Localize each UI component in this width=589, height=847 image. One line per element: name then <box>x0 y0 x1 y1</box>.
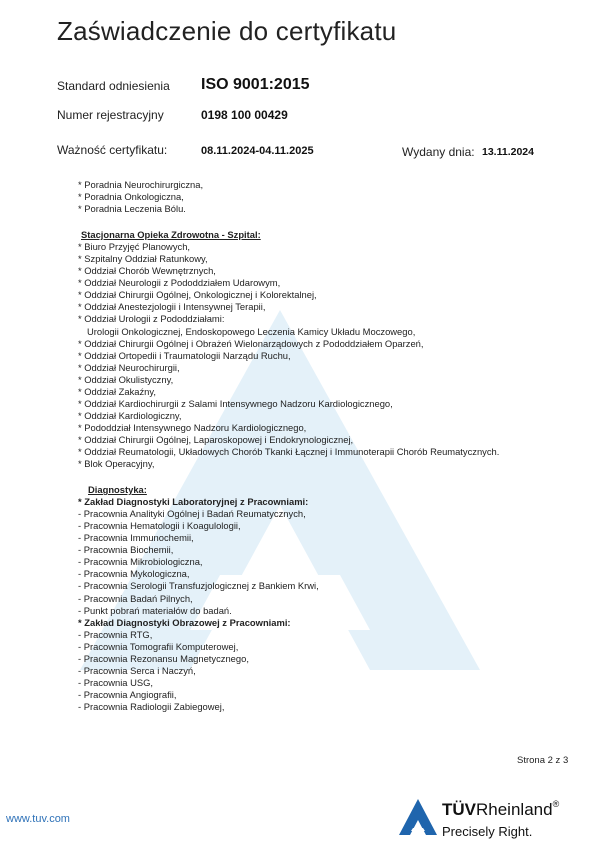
list-item: * Oddział Zakaźny, <box>78 385 156 397</box>
section-heading: Stacjonarna Opieka Zdrowotna - Szpital: <box>81 229 261 241</box>
list-item: - Pracownia USG, <box>78 676 154 688</box>
list-item: - Pracownia Rezonansu Magnetycznego, <box>78 652 249 664</box>
list-item: - Pracownia Serca i Naczyń, <box>78 664 196 676</box>
list-item: * Oddział Neurochirurgii, <box>78 361 180 373</box>
list-item: - Pracownia Radiologii Zabiegowej, <box>78 700 225 712</box>
page-title: Zaświadczenie do certyfikatu <box>57 16 397 46</box>
validity-value: 08.11.2024-04.11.2025 <box>201 145 314 157</box>
list-item: - Pracownia Analityki Ogólnej i Badań Reumatycznych, <box>78 508 306 520</box>
list-item: - Pracownia Hematologii i Koagulologii, <box>78 520 241 532</box>
list-item: * Oddział Ortopedii i Traumatologii Narządu Ruchu, <box>78 349 291 361</box>
list-item: * Oddział Anestezjologii i Intensywnej Terapii, <box>78 301 266 313</box>
list-item: Urologii Onkologicznej, Endoskopowego Leczenia Kamicy Układu Moczowego, <box>87 325 416 337</box>
list-item: * Szpitalny Oddział Ratunkowy, <box>78 253 208 265</box>
department-heading: * Zakład Diagnostyki Laboratoryjnej z Pracowniami: <box>78 496 309 508</box>
list-item: - Pracownia Mikrobiologiczna, <box>78 556 203 568</box>
issued-label: Wydany dnia: <box>402 145 475 159</box>
brand-name-rest: Rheinland <box>476 800 553 819</box>
standard-label: Standard odniesienia <box>57 79 170 93</box>
validity-label: Ważność certyfikatu: <box>57 143 168 157</box>
section-heading: Diagnostyka: <box>88 484 147 496</box>
list-item: - Pracownia Angiografii, <box>78 688 177 700</box>
list-item: * Oddział Reumatologii, Układowych Chorób Tkanki Łącznej i Immunoterapii Chorób Reumatycznych. <box>78 445 500 457</box>
brand-name-bold: TÜV <box>442 800 476 819</box>
list-item: - Pracownia Tomografii Komputerowej, <box>78 640 239 652</box>
standard-value: ISO 9001:2015 <box>201 76 310 93</box>
list-item: - Pracownia Immunochemii, <box>78 532 194 544</box>
registered-mark: ® <box>552 799 560 809</box>
tuv-triangle-icon <box>398 798 438 838</box>
list-item: * Pododdział Intensywnego Nadzoru Kardiologicznego, <box>78 421 307 433</box>
list-item: * Blok Operacyjny, <box>78 458 155 470</box>
list-item: * Oddział Chorób Wewnętrznych, <box>78 265 216 277</box>
certificate-scope-list <box>78 179 578 713</box>
list-item: - Pracownia Mykologiczna, <box>78 568 190 580</box>
list-item: - Pracownia RTG, <box>78 628 153 640</box>
list-item: * Oddział Chirurgii Ogólnej, Laparoskopowej i Endokrynologicznej, <box>78 433 354 445</box>
tuv-rheinland-logo <box>398 797 588 845</box>
list-item: * Oddział Chirurgii Ogólnej, Onkologicznej i Kolorektalnej, <box>78 289 317 301</box>
list-item: - Pracownia Badań Pilnych, <box>78 592 193 604</box>
department-heading: * Zakład Diagnostyki Obrazowej z Pracowniami: <box>78 616 291 628</box>
list-item: * Oddział Neurologii z Pododdziałem Udarowym, <box>78 277 281 289</box>
spacer <box>78 470 578 484</box>
list-item: * Oddział Urologii z Pododdziałami: <box>78 313 225 325</box>
list-item: - Pracownia Biochemii, <box>78 544 174 556</box>
list-item: * Oddział Chirurgii Ogólnej i Obrażeń Wielonarządowych z Pododdziałem Oparzeń, <box>78 337 424 349</box>
list-item: * Poradnia Neurochirurgiczna, <box>78 179 204 190</box>
issued-value: 13.11.2024 <box>482 146 534 158</box>
registration-label: Numer rejestracyjny <box>57 108 164 122</box>
list-item: * Poradnia Onkologiczna, <box>78 191 184 203</box>
list-item: * Poradnia Leczenia Bólu. <box>78 203 186 215</box>
list-item: - Punkt pobrań materiałów do badań. <box>78 604 232 616</box>
spacer <box>78 215 578 229</box>
brand-tagline: Precisely Right. <box>442 824 533 839</box>
list-item: * Oddział Kardiologiczny, <box>78 409 182 421</box>
registration-value: 0198 100 00429 <box>201 108 288 122</box>
list-item: * Oddział Kardiochirurgii z Salami Intensywnego Nadzoru Kardiologicznego, <box>78 397 393 409</box>
list-item: * Oddział Okulistyczny, <box>78 373 174 385</box>
brand-name <box>442 800 559 820</box>
list-item: * Biuro Przyjęć Planowych, <box>78 241 191 253</box>
website-link[interactable]: www.tuv.com <box>6 813 70 825</box>
page-number: Strona 2 z 3 <box>517 755 569 766</box>
list-item: - Pracownia Serologii Transfuzjologicznej z Bankiem Krwi, <box>78 580 319 592</box>
